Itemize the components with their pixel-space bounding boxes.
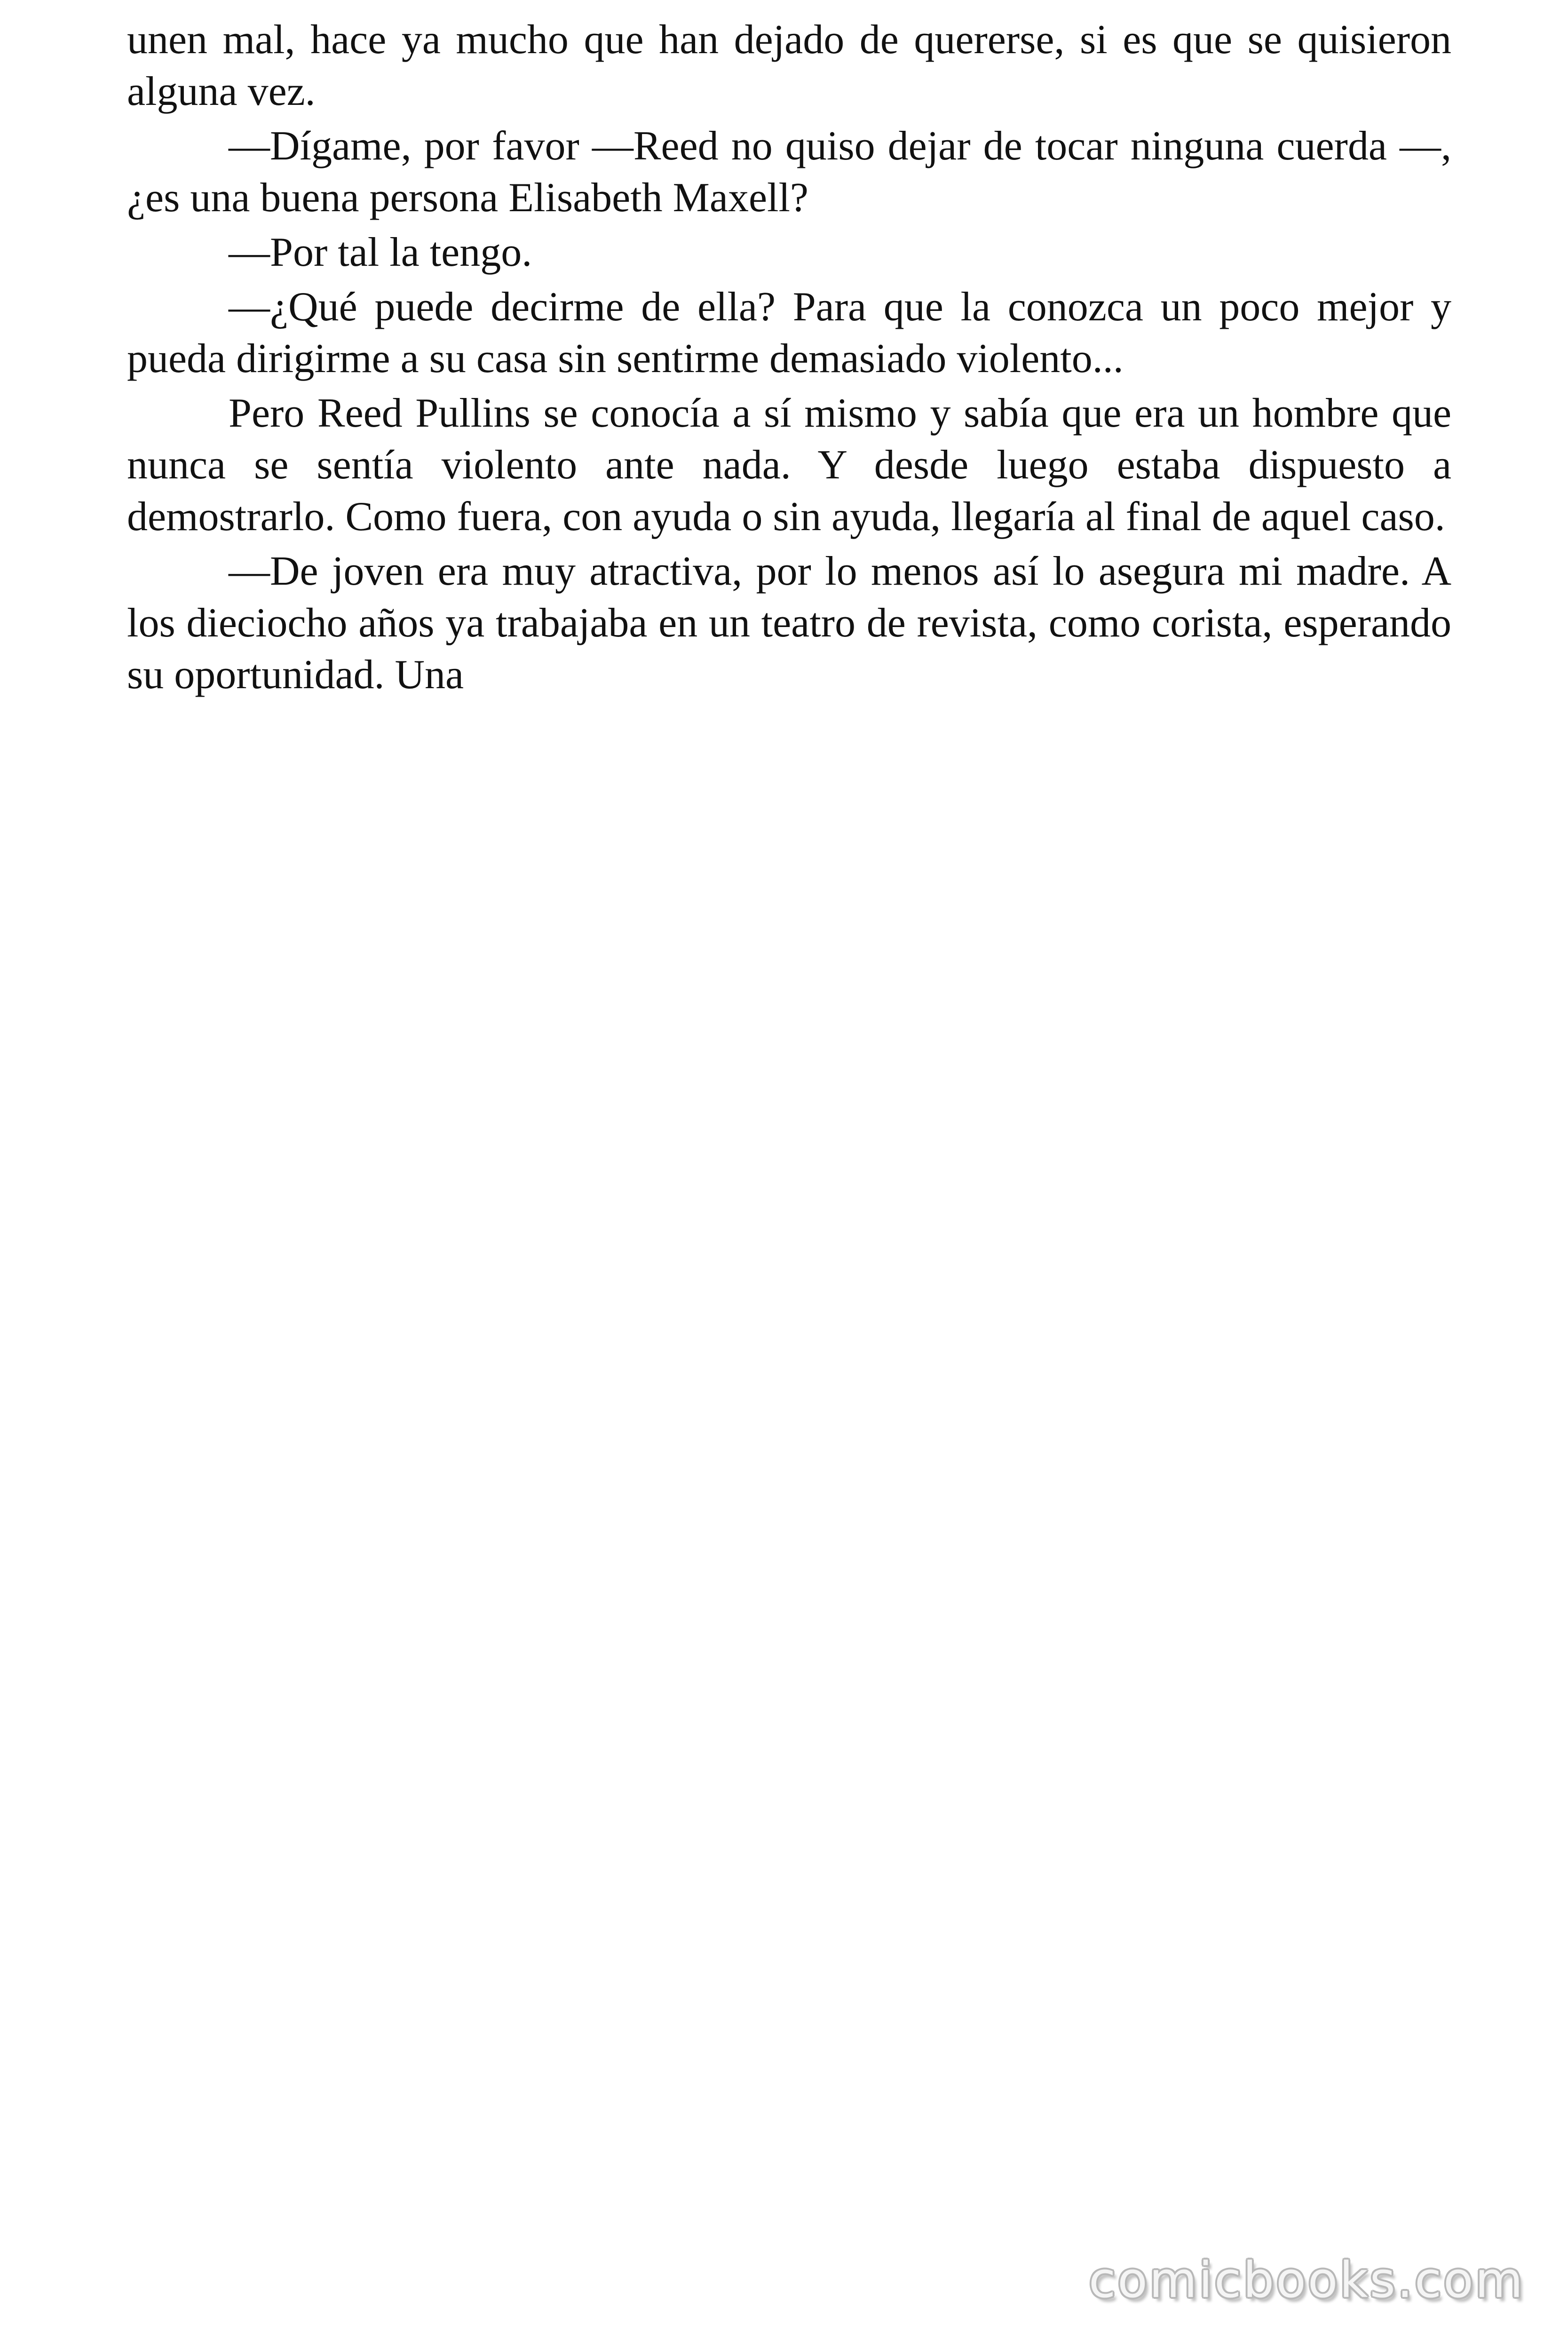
paragraph-4: —¿Qué puede decirme de ella? Para que la conozca un poco mejor y pueda dirigirme a su casa sin sentirme demasiado violento... [127,284,1451,381]
paragraph-5: Pero Reed Pullins se conocía a sí mismo y sabía que era un hombre que nunca se sentía violento ante nada. Y desde luego estaba dispuesto a demostrarlo. Como fuera, con ayuda o sin ayuda, llegaría al final de aquel caso. [127,390,1451,540]
body-text [127,14,1451,704]
paragraph-6: —De joven era muy atractiva, por lo menos así lo asegura mi madre. A los dieciocho años ya trabajaba en un teatro de revista, como corista, esperando su oportunidad. Una [127,548,1451,698]
watermark-logo: comicbooks.com [1088,2251,1525,2309]
paragraph-3: —Por tal la tengo. [229,230,532,275]
paragraph-2: —Dígame, por favor —Reed no quiso dejar de tocar ninguna cuerda —, ¿es una buena persona Elisabeth Maxell? [127,123,1451,221]
paragraph-1: unen mal, hace ya mucho que han dejado de quererse, si es que se quisieron alguna vez. [127,17,1451,114]
